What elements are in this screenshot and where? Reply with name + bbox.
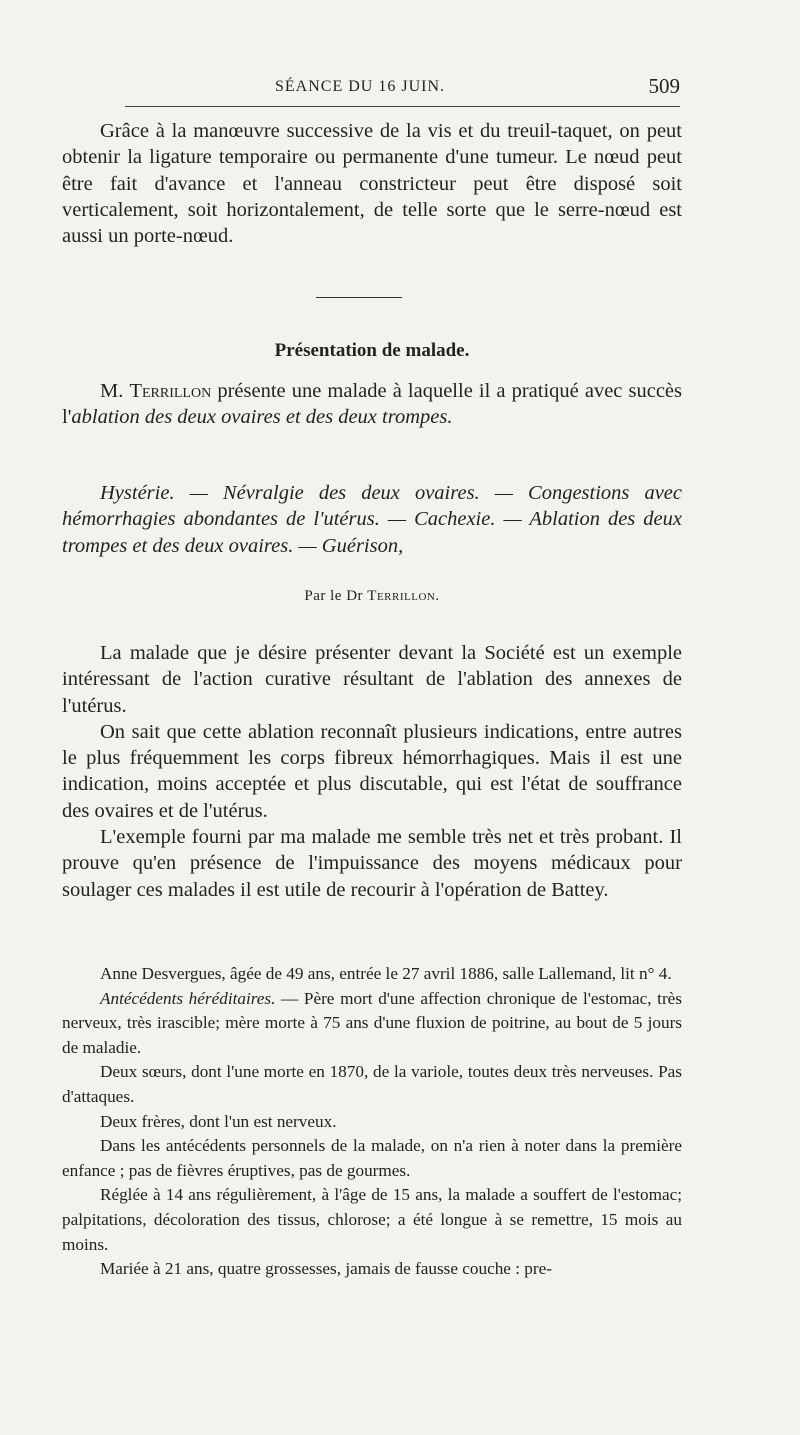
byline xyxy=(62,588,682,605)
case-text: — Père mort d'une affection chronique de l'estomac, très nerveux, très irascible; mère morte à 75 ans d'une fluxion de poitrine, au bout de 5 jours de maladie. xyxy=(62,988,682,1057)
body-paragraph-2: On sait que cette ablation reconnaît plusieurs indications, entre autres le plus fréquemment les corps fibreux hémorrhagiques. Mais il est une indication, moins acceptée et plus discutable, qui est l'état de souffrance des ovaires et de l'utérus. xyxy=(62,720,682,822)
section-separator xyxy=(316,297,402,298)
running-header xyxy=(125,72,680,102)
lead-italic: ablation des deux ovaires et des deux trompes. xyxy=(71,406,453,429)
intro-paragraph: Grâce à la manœuvre successive de la vis et du treuil-taquet, on peut obtenir la ligature temporaire ou permanente d'une tumeur. Le nœud peut être fait d'avance et l'anneau constricteur peut être disposé soit verticalement, soit horizontalement, de telle sorte que le serre-nœud est aussi un porte-nœud. xyxy=(62,120,682,248)
lead-text: présente une malade à laquelle il a pratiqué avec succès l' xyxy=(62,380,682,429)
presentation-paragraph xyxy=(62,378,682,431)
case-block xyxy=(62,962,682,1282)
lead-name: Terrillon xyxy=(129,380,212,402)
intro-block xyxy=(62,118,682,249)
case-label: Antécédents héréditaires. xyxy=(100,988,276,1008)
case-paragraph-6: Réglée à 14 ans régulièrement, à l'âge de 15 ans, la malade a souffert de l'estomac; palpitations, décoloration des tissus, chlorose; a été longue à se remettre, 15 mois au moins. xyxy=(62,1185,682,1254)
case-paragraph-3: Deux sœurs, dont l'une morte en 1870, de la variole, toutes deux très nerveuses. Pas d'attaques. xyxy=(62,1062,682,1106)
case-paragraph-7: Mariée à 21 ans, quatre grossesses, jamais de fausse couche : pre- xyxy=(100,1259,552,1279)
body-block xyxy=(62,640,682,903)
page-number: 509 xyxy=(648,74,680,98)
header-title: SÉANCE DU 16 JUIN. xyxy=(275,78,445,95)
case-paragraph-1: Anne Desvergues, âgée de 49 ans, entrée le 27 avril 1886, salle Lallemand, lit n° 4. xyxy=(100,964,672,983)
header-rule xyxy=(125,106,680,107)
byline-name: Terrillon. xyxy=(367,588,440,604)
case-paragraph-4: Deux frères, dont l'un est nerveux. xyxy=(100,1111,337,1131)
case-paragraph-5: Dans les antécédents personnels de la malade, on n'a rien à noter dans la première enfance ; pas de fièvres éruptives, pas de gourmes. xyxy=(62,1136,682,1180)
body-paragraph-1: La malade que je désire présenter devant la Société est un exemple intéressant de l'action curative résultant de l'ablation des annexes de l'utérus. xyxy=(62,642,682,717)
lead-m: M. xyxy=(100,380,124,402)
presentation-lead xyxy=(62,378,682,431)
case-title-block xyxy=(62,480,682,559)
section-heading: Présentation de malade. xyxy=(274,340,470,361)
body-paragraph-3: L'exemple fourni par ma malade me semble très net et très probant. Il prouve qu'en présence de l'impuissance des moyens médicaux pour soulager ces malades il est utile de recourir à l'opération de Battey. xyxy=(62,826,682,901)
byline-prefix: Par le Dr xyxy=(304,588,364,604)
case-paragraph-2 xyxy=(62,987,682,1061)
case-title: Hystérie. — Névralgie des deux ovaires. — Congestions avec hémorrhagies abondantes de l'utérus. — Cachexie. — Ablation des deux trompes et des deux ovaires. — Guérison, xyxy=(62,482,682,557)
